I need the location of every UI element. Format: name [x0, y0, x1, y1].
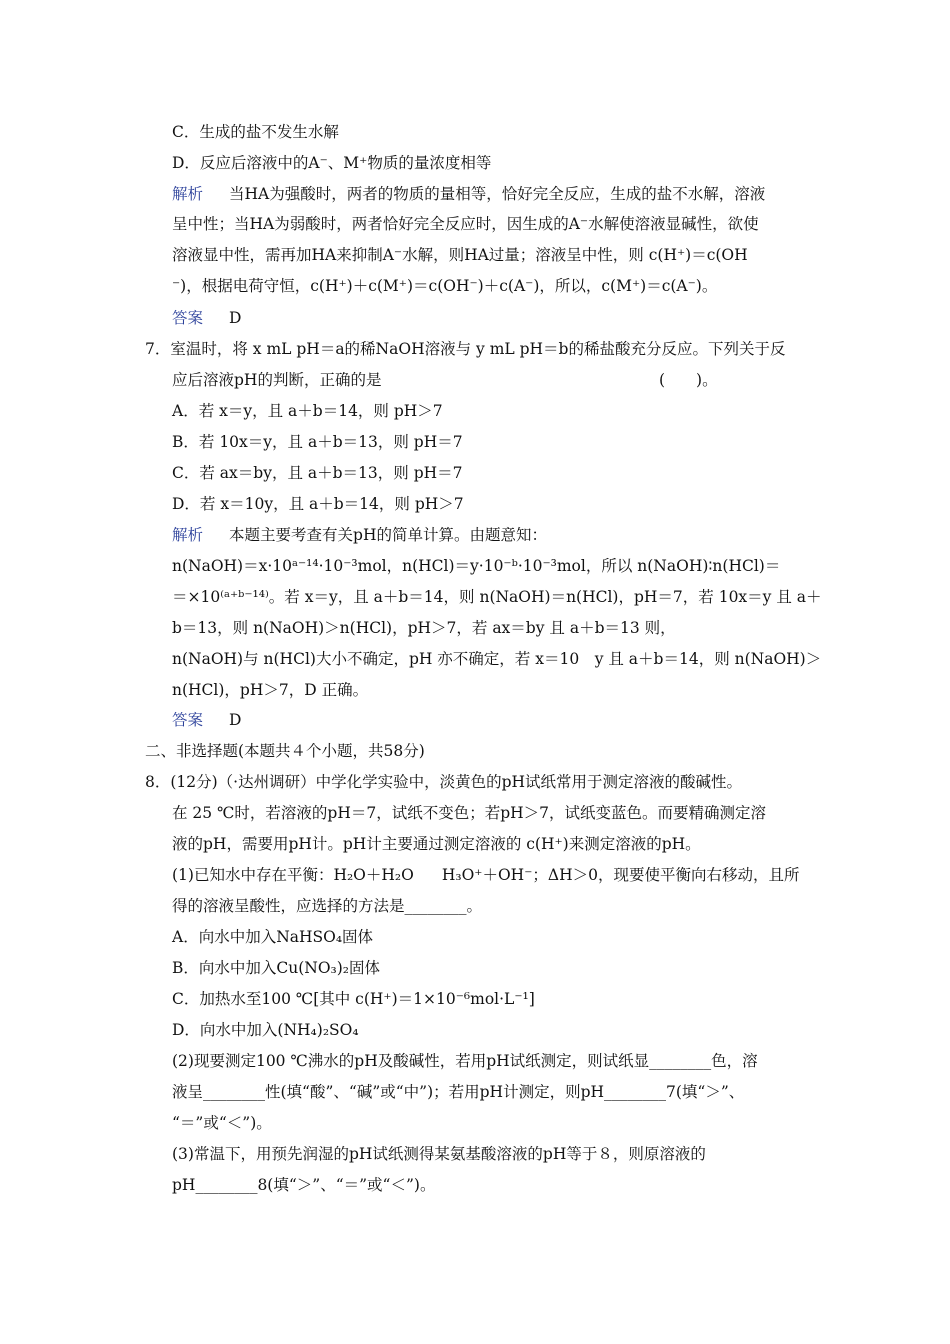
- analysis-label: 解析: [172, 185, 204, 203]
- question-8-part1-line1: (1)已知水中存在平衡：H₂O＋H₂O H₃O⁺＋OH⁻；ΔH＞0，现要使平衡向右移动，且所: [172, 866, 800, 884]
- question-8-line1: 8．(12分)（·达州调研）中学化学实验中，淡黄色的pH试纸常用于测定溶液的酸碱性。: [145, 773, 743, 791]
- analysis-q6-line3: 溶液显中性，需再加HA来抑制A⁻水解，则HA过量；溶液呈中性，则 c(H⁺)＝c(OH: [172, 246, 748, 264]
- option-a-q8: A．向水中加入NaHSO₄固体: [172, 928, 374, 946]
- analysis-q7-line5: n(NaOH)与 n(HCl)大小不确定，pH 亦不确定，若 x＝10 y 且 a＋b＝14，则 n(NaOH)＞: [172, 650, 822, 668]
- question-8-line3: 液的pH，需要用pH计。pH计主要通过测定溶液的 c(H⁺)来测定溶液的pH。: [172, 835, 701, 853]
- analysis-q7-line3: ＝×10⁽ᵃ⁺ᵇ⁻¹⁴⁾。若 x＝y，且 a＋b＝14，则 n(NaOH)＝n(HCl)，pH＝7，若 10x＝y 且 a＋: [172, 588, 822, 606]
- option-d-q7: D．若 x＝10y，且 a＋b＝14，则 pH＞7: [172, 495, 464, 513]
- question-7-line2: 应后溶液pH的判断，正确的是: [172, 371, 382, 389]
- answer-label: 答案: [172, 309, 204, 327]
- option-c-q6: C．生成的盐不发生水解: [172, 123, 339, 141]
- analysis-q6-line4: ⁻)，根据电荷守恒，c(H⁺)＋c(M⁺)＝c(OH⁻)＋c(A⁻)，所以，c(M⁺)＝c(A⁻)。: [172, 277, 718, 295]
- option-c-q7: C．若 ax＝by，且 a＋b＝13，则 pH＝7: [172, 464, 463, 482]
- answer-q7: 答案 D: [172, 711, 242, 729]
- answer-q6: 答案 D: [172, 309, 242, 327]
- analysis-q7-line4: b＝13，则 n(NaOH)＞n(HCl)，pH＞7，若 ax＝by 且 a＋b＝13 则，: [172, 619, 676, 637]
- question-8-part2-line1: (2)现要测定100 ℃沸水的pH及酸碱性，若用pH试纸测定，则试纸显________色，溶: [172, 1052, 758, 1070]
- answer-blank-q7: ( )。: [659, 371, 718, 389]
- option-a-q7: A．若 x＝y，且 a＋b＝14，则 pH＞7: [172, 402, 443, 420]
- question-8-part3-line1: (3)常温下，用预先润湿的pH试纸测得某氨基酸溶液的pH等于８，则原溶液的: [172, 1145, 706, 1163]
- analysis-q6-line1: 解析 当HA为强酸时，两者的物质的量相等，恰好完全反应，生成的盐不水解，溶液: [172, 185, 766, 203]
- option-d-q8: D．向水中加入(NH₄)₂SO₄: [172, 1021, 359, 1039]
- analysis-q7-line1: 解析 本题主要考查有关pH的简单计算。由题意知：: [172, 526, 547, 544]
- question-8-part2-line3: “＝”或“＜”)。: [172, 1114, 272, 1132]
- analysis-q6-line2: 呈中性；当HA为弱酸时，两者恰好完全反应时，因生成的A⁻水解使溶液显碱性，欲使: [172, 215, 759, 233]
- question-8-line2: 在 25 ℃时，若溶液的pH＝7，试纸不变色；若pH＞7，试纸变蓝色。而要精确测定溶: [172, 804, 767, 822]
- option-b-q8: B．向水中加入Cu(NO₃)₂固体: [172, 959, 381, 977]
- answer-label: 答案: [172, 711, 204, 729]
- section-heading: 二、非选择题(本题共４个小题，共58分): [145, 742, 425, 760]
- question-7-line1: 7．室温时，将 x mL pH＝a的稀NaOH溶液与 y mL pH＝b的稀盐酸充分反应。下列关于反: [145, 340, 786, 358]
- analysis-q7-line6: n(HCl)，pH＞7，D 正确。: [172, 681, 369, 699]
- analysis-q7-line2: n(NaOH)＝x·10ᵃ⁻¹⁴·10⁻³mol，n(HCl)＝y·10⁻ᵇ·10⁻³mol，所以 n(NaOH)∶n(HCl)＝: [172, 557, 781, 575]
- question-8-part2-line2: 液呈________性(填“酸”、“碱”或“中”)；若用pH计测定，则pH________7(填“＞”、: [172, 1083, 745, 1101]
- option-c-q8: C．加热水至100 ℃[其中 c(H⁺)＝1×10⁻⁶mol·L⁻¹]: [172, 990, 535, 1008]
- question-8-part3-line2: pH________8(填“＞”、“＝”或“＜”)。: [172, 1176, 436, 1194]
- option-b-q7: B．若 10x＝y，且 a＋b＝13，则 pH＝7: [172, 433, 463, 451]
- question-8-part1-line2: 得的溶液呈酸性，应选择的方法是________。: [172, 897, 483, 915]
- analysis-label: 解析: [172, 526, 204, 544]
- option-d-q6: D．反应后溶液中的A⁻、M⁺物质的量浓度相等: [172, 154, 492, 172]
